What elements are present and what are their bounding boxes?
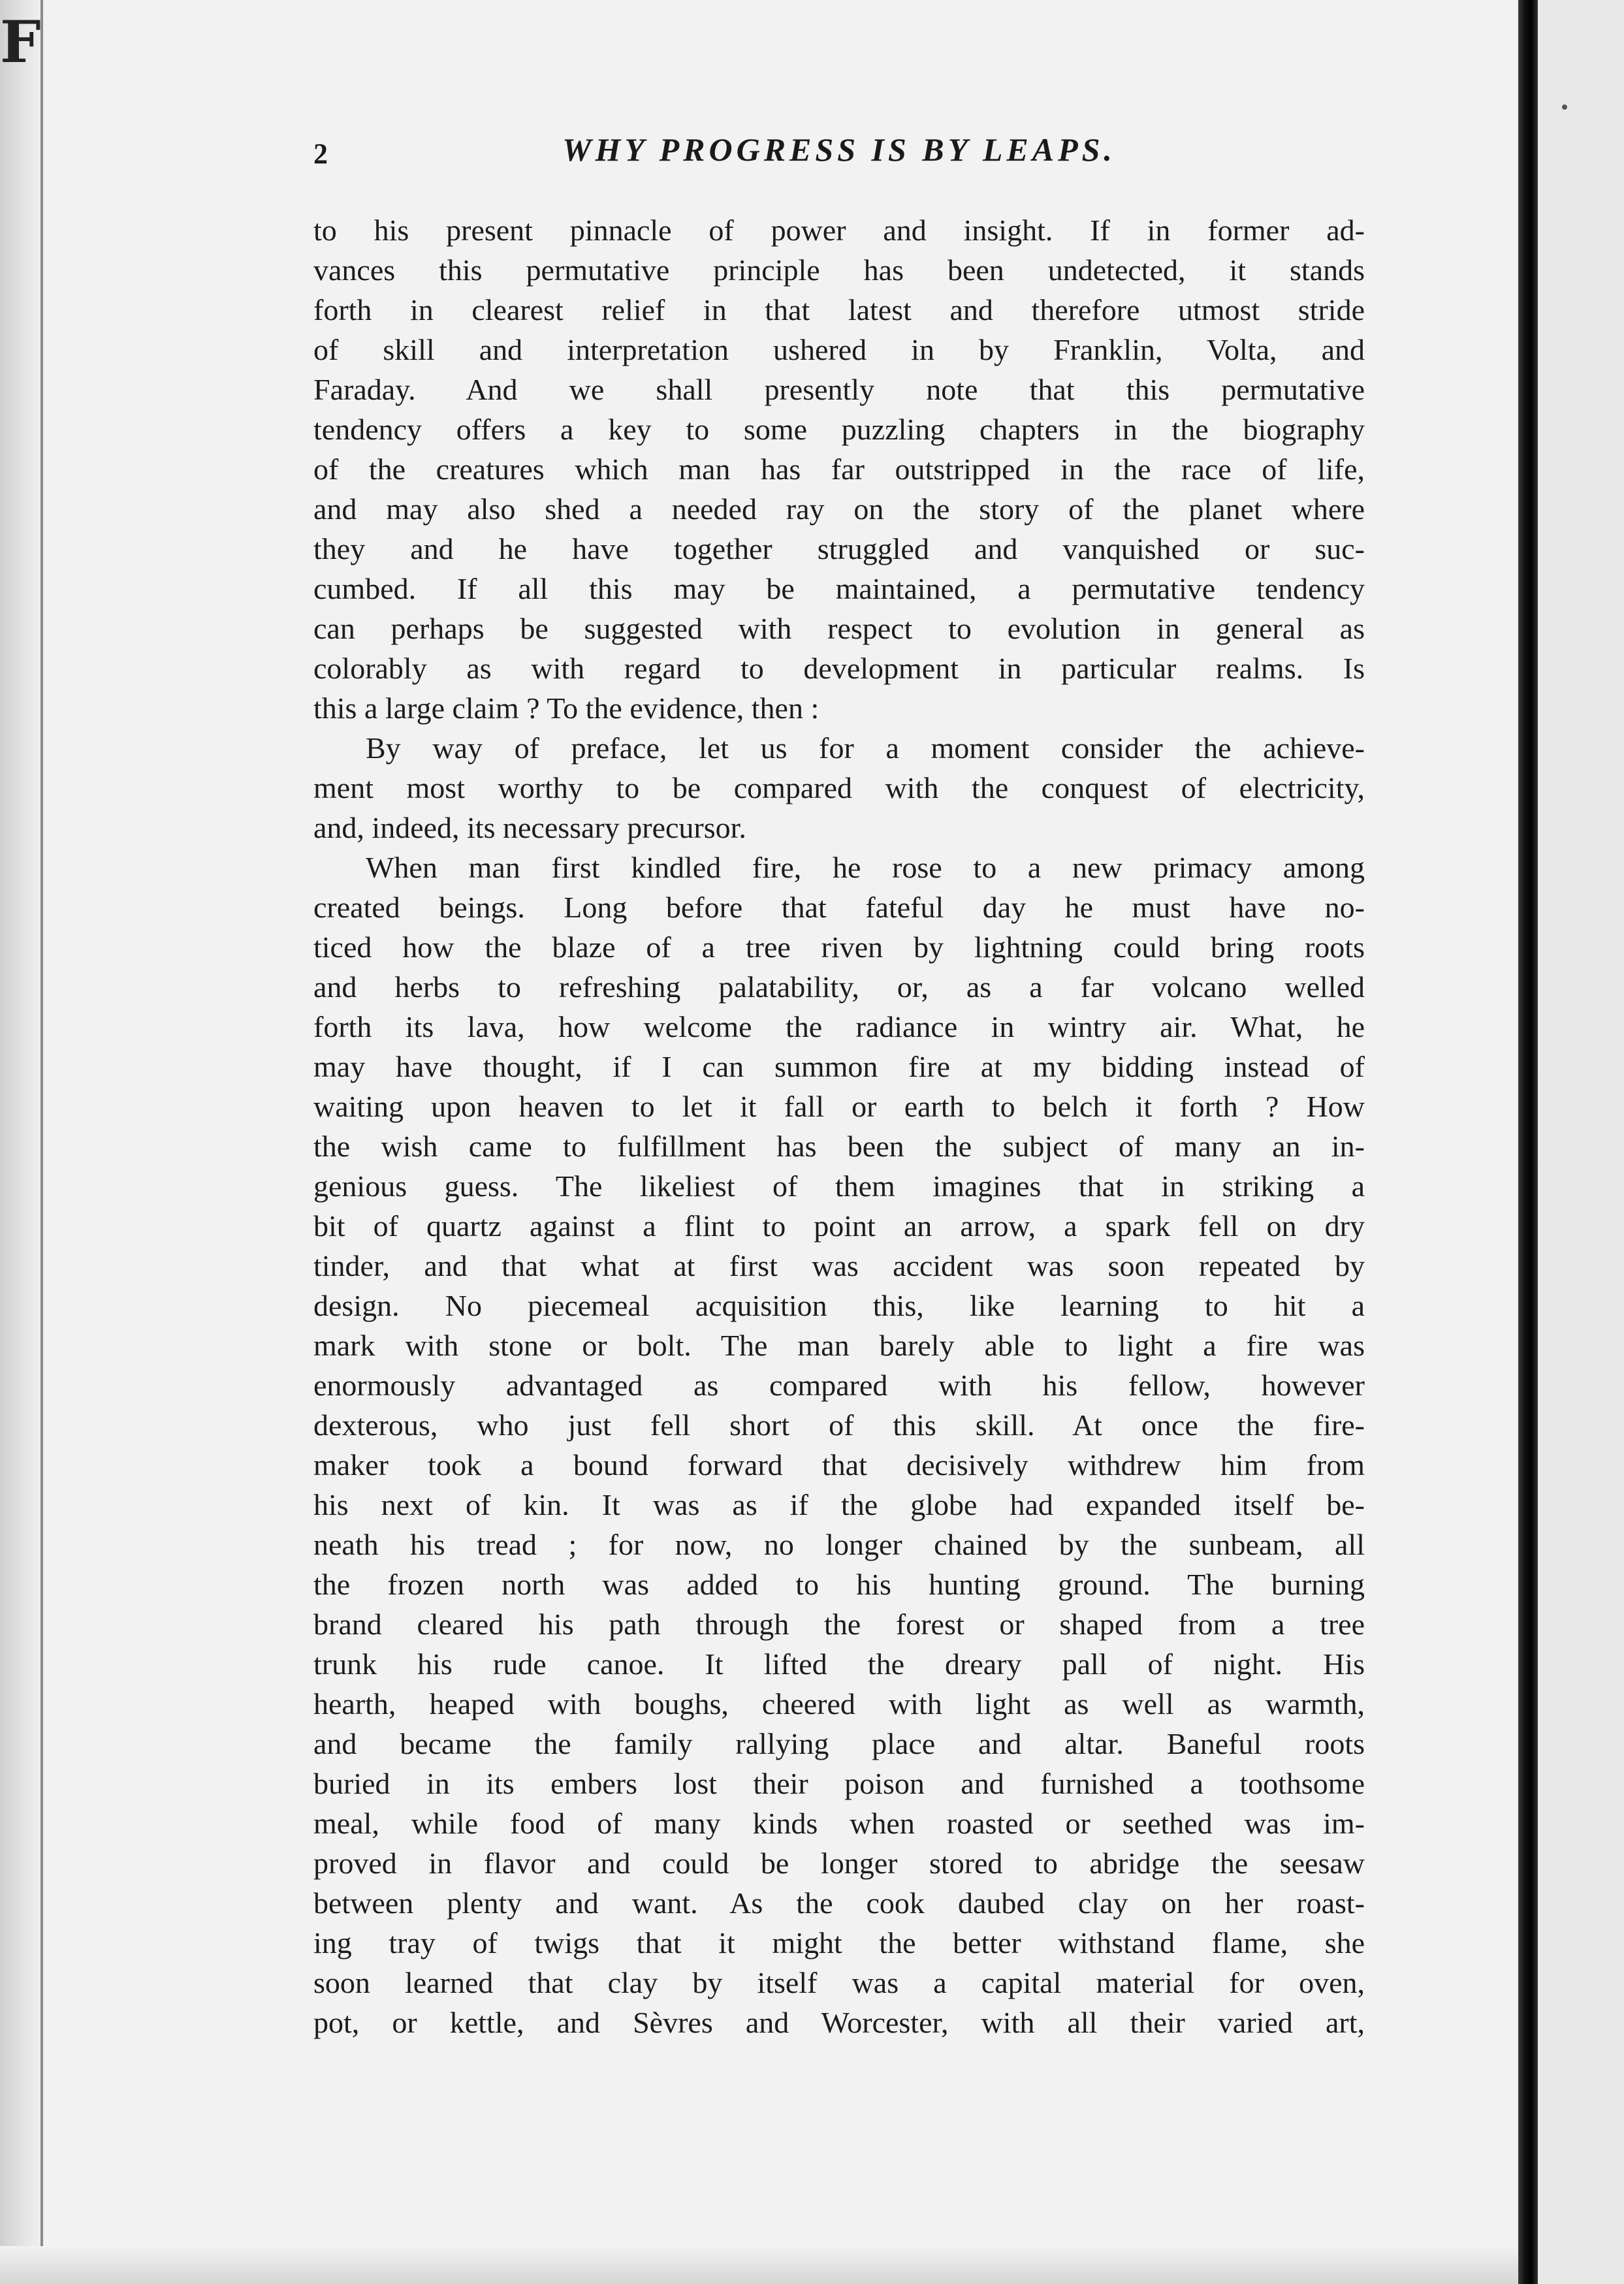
corner-mark: F (0, 8, 41, 76)
text-line: genious guess. The likeliest of them imagines that in striking a (313, 1169, 1365, 1203)
left-binding-edge (0, 0, 46, 2284)
left-edge-rule (40, 0, 43, 2284)
text-line: mark with stone or bolt. The man barely able to light a fire was (313, 1329, 1365, 1362)
text-line: they and he have together struggled and vanquished or suc- (313, 532, 1365, 565)
bottom-page-shadow (0, 2246, 1518, 2284)
text-line: between plenty and want. As the cook daubed clay on her roast- (313, 1886, 1365, 1920)
text-line: ing tray of twigs that it might the better withstand flame, she (313, 1926, 1365, 1959)
body-text (313, 210, 1365, 2042)
running-head (313, 131, 1365, 183)
text-line: his next of kin. It was as if the globe had expanded itself be- (313, 1488, 1365, 1521)
text-line: bit of quartz against a flint to point an arrow, a spark fell on dry (313, 1209, 1365, 1243)
text-line: neath his tread ; for now, no longer chained by the sunbeam, all (313, 1528, 1365, 1561)
text-line: pot, or kettle, and Sèvres and Worcester, with all their varied art, (313, 2006, 1365, 2039)
dust-speck (1562, 104, 1567, 110)
text-line: can perhaps be suggested with respect to evolution in general as (313, 612, 1365, 645)
text-line: hearth, heaped with boughs, cheered with light as well as warmth, (313, 1687, 1365, 1721)
text-line: proved in flavor and could be longer stored to abridge the seesaw (313, 1847, 1365, 1880)
text-line: tinder, and that what at first was accident was soon repeated by (313, 1249, 1365, 1282)
text-line: created beings. Long before that fateful day he must have no- (313, 891, 1365, 924)
text-line: dexterous, who just fell short of this skill. At once the fire- (313, 1408, 1365, 1442)
text-line: the wish came to fulfillment has been the subject of many an in- (313, 1130, 1365, 1163)
paragraph-start-line: By way of preface, let us for a moment consider the achieve- (366, 731, 1365, 765)
text-line: and may also shed a needed ray on the story of the planet where (313, 492, 1365, 526)
text-line: ment most worthy to be compared with the conquest of electricity, (313, 771, 1365, 804)
text-line: tendency offers a key to some puzzling chapters in the biography (313, 413, 1365, 446)
text-line: colorably as with regard to development in particular realms. Is (313, 652, 1365, 685)
text-line: soon learned that clay by itself was a capital material for oven, (313, 1966, 1365, 1999)
right-binding-bar (1518, 0, 1538, 2284)
running-title: WHY PROGRESS IS BY LEAPS. (562, 131, 1116, 168)
text-line: design. No piecemeal acquisition this, like learning to hit a (313, 1289, 1365, 1322)
right-margin (1538, 0, 1624, 2284)
text-line: and herbs to refreshing palatability, or, as a far volcano welled (313, 970, 1365, 1004)
text-line: may have thought, if I can summon fire at my bidding instead of (313, 1050, 1365, 1083)
text-line: to his present pinnacle of power and insight. If in former ad- (313, 214, 1365, 247)
text-line: waiting upon heaven to let it fall or earth to belch it forth ? How (313, 1090, 1365, 1123)
text-line: and, indeed, its necessary precursor. (313, 811, 746, 844)
text-line: forth its lava, how welcome the radiance in wintry air. What, he (313, 1010, 1365, 1043)
text-line: Faraday. And we shall presently note that this permutative (313, 373, 1365, 406)
text-line: trunk his rude canoe. It lifted the dreary pall of night. His (313, 1647, 1365, 1681)
paragraph-start-line: When man first kindled fire, he rose to a new primacy among (366, 851, 1365, 884)
text-line: buried in its embers lost their poison and furnished a toothsome (313, 1767, 1365, 1800)
text-line: forth in clearest relief in that latest and therefore utmost stride (313, 293, 1365, 326)
text-line: brand cleared his path through the forest or shaped from a tree (313, 1608, 1365, 1641)
text-line: cumbed. If all this may be maintained, a permutative tendency (313, 572, 1365, 605)
text-line: meal, while food of many kinds when roasted or seethed was im- (313, 1807, 1365, 1840)
page-number: 2 (313, 138, 328, 170)
text-line: of skill and interpretation ushered in by Franklin, Volta, and (313, 333, 1365, 366)
text-line: of the creatures which man has far outstripped in the race of life, (313, 452, 1365, 486)
text-line: ticed how the blaze of a tree riven by lightning could bring roots (313, 930, 1365, 964)
text-line: this a large claim ? To the evidence, then : (313, 691, 820, 725)
text-line: and became the family rallying place and altar. Baneful roots (313, 1727, 1365, 1760)
text-line: maker took a bound forward that decisively withdrew him from (313, 1448, 1365, 1482)
text-line: the frozen north was added to his hunting ground. The burning (313, 1568, 1365, 1601)
text-line: vances this permutative principle has been undetected, it stands (313, 253, 1365, 287)
text-line: enormously advantaged as compared with his fellow, however (313, 1369, 1365, 1402)
